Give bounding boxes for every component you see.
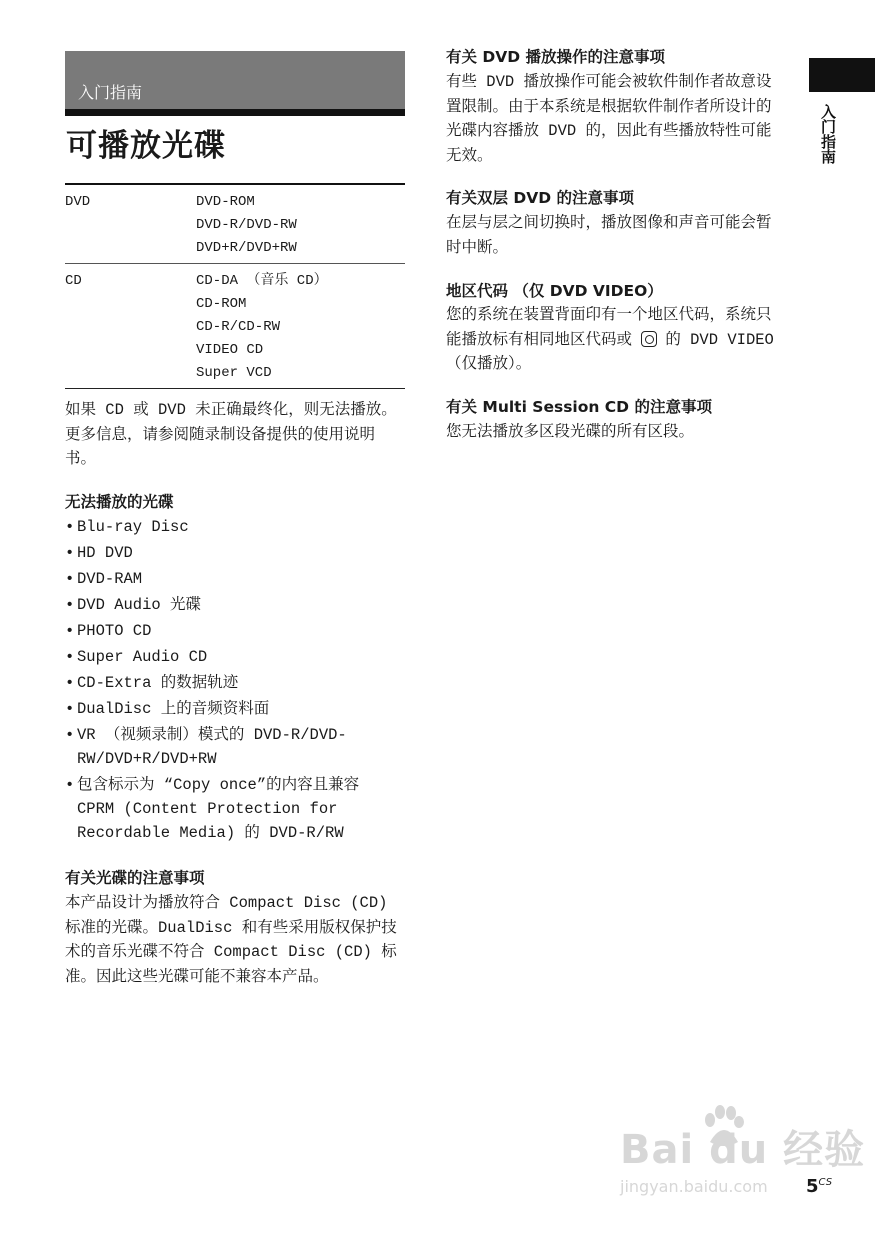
list-item: • DVD-RAM <box>65 567 403 591</box>
disc-format: CD-DA （音乐 CD） <box>196 273 328 289</box>
disc-formats <box>196 191 297 260</box>
watermark-url: jingyan.baidu.com <box>620 1177 768 1196</box>
table-row <box>65 263 405 388</box>
list-item: • Blu-ray Disc <box>65 515 403 539</box>
dvd-ops-body: 有些 DVD 播放操作可能会被软件制作者故意设置限制。由于本系统是根据软件制作者所设计的光碟内容播放 DVD 的，因此有些播放特性可能无效。 <box>446 73 772 165</box>
disc-format: CD-ROM <box>196 296 247 312</box>
page-title: 可播放光碟 <box>66 128 226 164</box>
finalize-note: 如果 CD 或 DVD 未正确最终化，则无法播放。更多信息，请参阅随录制设备提供的使用说明书。 <box>65 401 397 468</box>
disc-format: DVD-R/DVD-RW <box>196 217 297 233</box>
disc-table <box>65 183 405 389</box>
section-header-bar <box>65 51 405 116</box>
region-text: 您的系统在装置背面印有一个地区代码，系统只能播放标有相同地区代码或 <box>446 306 772 349</box>
region-all-icon <box>641 331 657 347</box>
multi-session-heading: 有关 Multi Session CD 的注意事项 <box>446 398 712 416</box>
region-text-after: 的 DVD VIDEO （仅播放）。 <box>446 330 774 373</box>
section-label: 入门指南 <box>78 83 143 102</box>
dual-layer-body: 在层与层之间切换时，播放图像和声音可能会暂时中断。 <box>446 214 772 257</box>
disc-notes-heading: 有关光碟的注意事项 <box>65 869 205 887</box>
side-section-label: 入门指南 <box>819 104 837 164</box>
region-body <box>446 303 786 377</box>
disc-type: CD <box>65 273 82 289</box>
watermark-text: Bai du 经验 <box>620 1127 866 1173</box>
page-number-suffix: CS <box>818 1177 833 1188</box>
table-row <box>65 185 405 263</box>
disc-format: DVD-ROM <box>196 194 255 210</box>
dual-layer-heading: 有关双层 DVD 的注意事项 <box>446 189 635 207</box>
page-number <box>806 1176 832 1197</box>
disc-format: Super VCD <box>196 365 272 381</box>
list-item: • Super Audio CD <box>65 645 403 669</box>
region-heading: 地区代码 （仅 DVD VIDEO） <box>446 282 663 300</box>
section-tab-marker <box>809 58 875 92</box>
list-item: • DualDisc 上的音频资料面 <box>65 697 403 721</box>
list-item: • HD DVD <box>65 541 403 565</box>
disc-formats <box>196 270 328 385</box>
disc-notes-body: 本产品设计为播放符合 Compact Disc (CD) 标准的光碟。DualDisc 和有些采用版权保护技术的音乐光碟不符合 Compact Disc (CD) 标准。因此这些光碟可能不兼容本产品。 <box>65 894 397 986</box>
disc-format: VIDEO CD <box>196 342 264 358</box>
page-number-value: 5 <box>806 1176 819 1197</box>
unplayable-list <box>65 515 403 847</box>
list-item: • DVD Audio 光碟 <box>65 593 403 617</box>
list-item: • PHOTO CD <box>65 619 403 643</box>
multi-session-body: 您无法播放多区段光碟的所有区段。 <box>446 423 695 441</box>
disc-format: DVD+R/DVD+RW <box>196 240 297 256</box>
dvd-ops-heading: 有关 DVD 播放操作的注意事项 <box>446 48 666 66</box>
list-item: • 包含标示为 “Copy once”的内容且兼容 CPRM (Content Protection for Recordable Media) 的 DVD-R/RW <box>65 773 403 845</box>
disc-type: DVD <box>65 194 91 210</box>
list-item: • CD-Extra 的数据轨迹 <box>65 671 403 695</box>
list-item: • VR （视频录制）模式的 DVD-R/DVD-RW/DVD+R/DVD+RW <box>65 723 403 771</box>
disc-format: CD-R/CD-RW <box>196 319 281 335</box>
unplayable-heading: 无法播放的光碟 <box>65 493 174 511</box>
